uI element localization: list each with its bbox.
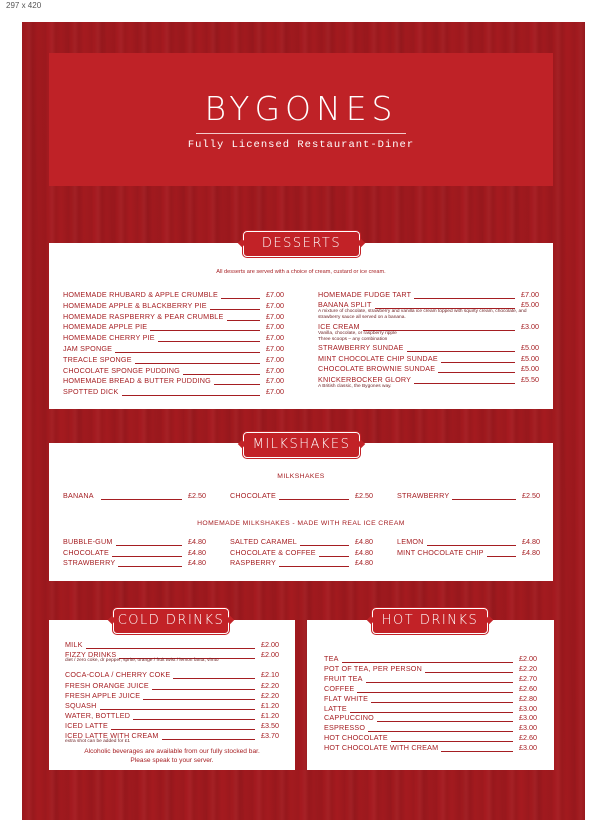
homemade-milkshakes-heading: HOMEMADE MILKSHAKES - MADE WITH REAL ICE CREAM [197,520,405,527]
menu-item-name: WATER, BOTTLED [65,711,131,720]
title-divider [196,133,406,134]
menu-item-price: £4.80 [355,558,373,567]
leader-line [112,556,182,557]
menu-item-price: £2.20 [519,663,537,673]
menu-item-price: £7.00 [266,300,284,310]
leader-line [441,751,513,752]
menu-item-name: ICED LATTE WITH CREAM [65,731,159,740]
menu-item-name: TREACLE SPONGE [63,354,132,364]
leader-line [438,372,515,373]
menu-item-name: HOMEMADE APPLE & BLACKBERRY PIE [63,300,207,310]
leader-line [319,556,349,557]
milkshakes-section-heading: MILKSHAKES [277,473,325,480]
leader-line [173,678,255,679]
menu-item [65,640,279,650]
menu-item [230,537,373,547]
menu-item-name: FRESH ORANGE JUICE [65,681,149,690]
leader-line [414,298,515,299]
leader-line [350,712,513,713]
leader-line [452,499,516,500]
leader-line [111,729,255,730]
menu-item-name: POT OF TEA, PER PERSON [324,663,422,673]
menu-item-name: BUBBLE-GUM [63,537,113,546]
menu-item [63,312,284,322]
menu-item-name: FRUIT TEA [324,673,363,683]
menu-item [63,376,284,386]
menu-item-name: COFFEE [324,683,355,693]
menu-item-price: £5.00 [521,300,539,309]
menu-item [63,558,206,568]
menu-item-name: HOMEMADE CHERRY PIE [63,333,155,343]
menu-item-price: £7.00 [266,365,284,375]
menu-item-name: CHOCOLATE SPONGE PUDDING [63,365,180,375]
leader-line [158,341,260,342]
menu-item-price: £4.80 [188,558,206,567]
leader-line [183,374,260,375]
menu-item-price: £2.60 [519,733,537,743]
leader-line [368,731,513,732]
leader-line [371,702,513,703]
menu-item-name: HOMEMADE FUDGE TART [318,290,412,299]
leader-line [118,566,182,567]
leader-line [377,721,513,722]
menu-item-price: £7.00 [266,333,284,343]
leader-line [300,545,349,546]
menu-item-price: £4.80 [188,547,206,557]
menu-item-price: £3.00 [519,703,537,713]
leader-line [152,689,255,690]
leader-line [391,741,513,742]
menu-item-price: £2.20 [261,691,279,700]
menu-item-price: £2.10 [261,670,279,679]
menu-item-price: £7.00 [266,290,284,299]
menu-item-price: £5.50 [521,375,539,384]
menu-item-price: £7.00 [266,344,284,353]
leader-line [342,662,513,663]
menu-item-name: BANANA SPLIT [318,300,372,309]
leader-line [441,362,515,363]
leader-line [115,352,260,353]
menu-item-description: A British classic, the Bygones way. [318,384,392,389]
menu-item [324,654,537,664]
menu-item [324,733,537,743]
leader-line [487,556,516,557]
restaurant-title: BYGONES [204,89,398,128]
leader-line [101,499,182,500]
leader-line [425,672,513,673]
menu-item-name: RASPBERRY [230,558,277,567]
menu-item-description: strawberry sauce all served on a banana. [318,315,406,320]
menu-item-price: £1.20 [261,701,279,710]
leader-line [279,566,349,567]
menu-item-name: FIZZY DRINKS [65,650,117,659]
menu-item-price: £3.00 [519,713,537,723]
menu-item-name: HOT CHOCOLATE [324,733,388,743]
menu-item-name: LATTE [324,703,347,713]
leader-line [210,309,260,310]
menu-item-name: KNICKERBOCKER GLORY [318,375,412,384]
menu-item [63,366,284,376]
menu-item-price: £7.00 [266,387,284,397]
leader-line [135,363,260,364]
alcohol-note [49,747,295,765]
menu-item [63,344,284,354]
leader-line [214,384,260,385]
menu-item-price: £3.00 [521,322,539,331]
menu-item-price: £4.80 [355,547,373,557]
menu-item [230,491,373,501]
menu-item [65,721,279,731]
leader-line [414,383,515,384]
menu-item-price: £3.00 [519,723,537,733]
menu-item-name: SALTED CARAMEL [230,537,297,546]
menu-item [318,354,539,364]
menu-item-name: STRAWBERRY [63,558,116,567]
menu-item-name: ICE CREAM [318,322,360,331]
menu-item-price: £4.80 [188,537,206,546]
menu-item-name: CHOCOLATE & COFFEE [230,547,316,557]
menu-item-price: £5.00 [521,343,539,352]
menu-item [63,333,284,343]
menu-item-price: £2.80 [519,693,537,703]
menu-item-description: Vanilla, chocolate, or raspberry ripple [318,331,397,336]
menu-item-name: FLAT WHITE [324,693,369,703]
leader-line [279,499,349,500]
menu-item [318,343,539,353]
menu-item-name: SPOTTED DICK [63,387,119,397]
menu-item-name: HOMEMADE APPLE PIE [63,322,148,332]
menu-item [324,713,537,723]
menu-item [63,355,284,365]
menu-item-name: MINT CHOCOLATE CHIP [397,547,484,557]
leader-line [100,709,255,710]
menu-item [397,548,540,558]
menu-item-price: £4.80 [522,537,540,546]
leader-line [221,298,260,299]
menu-item-price: £2.00 [261,640,279,649]
menu-item-name: HOT CHOCOLATE WITH CREAM [324,743,439,753]
menu-item-price: £2.50 [355,491,373,500]
desserts-banner: DESSERTS [243,231,360,257]
menu-item-name: TEA [324,654,339,663]
menu-item-name: CHOCOLATE BROWNIE SUNDAE [318,364,436,373]
menu-item-name: CAPPUCCINO [324,713,374,723]
menu-item [65,701,279,711]
menu-item [63,537,206,547]
leader-line [407,351,515,352]
desserts-note: All desserts are served with a choice of cream, custard or ice cream. [216,269,386,275]
menu-item [397,491,540,501]
page-size-label: 297 x 420 [6,1,42,10]
menu-item [63,322,284,332]
menu-item-price: £2.00 [519,654,537,663]
menu-item-price: £1.20 [261,711,279,720]
menu-item-name: COCA-COLA / CHERRY COKE [65,670,171,679]
menu-item-name: SQUASH [65,701,97,710]
leader-line [427,545,516,546]
menu-item-price: £7.00 [266,311,284,321]
menu-item-price: £2.50 [522,491,540,500]
menu-item-price: £2.00 [261,650,279,659]
menu-item-name: MILK [65,640,83,649]
menu-item-price: £2.60 [519,683,537,693]
menu-item [63,290,284,300]
menu-item [397,537,540,547]
restaurant-subtitle: Fully Licensed Restaurant-Diner [187,139,415,151]
menu-item-price: £7.00 [266,354,284,364]
menu-item [324,723,537,733]
menu-item-name: CHOCOLATE [230,491,276,500]
menu-item [65,670,279,680]
menu-item [65,691,279,701]
menu-item-name: STRAWBERRY SUNDAE [318,343,404,352]
menu-item [318,364,539,374]
menu-item [318,290,539,300]
menu-item-description: A mixture of chocolate, strawberry and vanilla ice cream topped with squirty cream, chocolate, and [318,309,527,314]
menu-item-name: STRAWBERRY [397,491,450,500]
menu-item-name: HOMEMADE RASPBERRY & PEAR CRUMBLE [63,311,224,321]
menu-item [230,558,373,568]
alcohol-note-line-2: Please speak to your server. [130,757,214,764]
menu-item-name: MINT CHOCOLATE CHIP SUNDAE [318,354,438,363]
menu-item-description: Three scoops – any combination [318,337,388,342]
menu-item-price: £2.20 [261,681,279,690]
leader-line [116,545,182,546]
menu-item [63,548,206,558]
menu-item-name: ESPRESSO [324,723,366,733]
menu-item-price: £2.50 [188,491,206,500]
leader-line [366,682,513,683]
menu-item [324,704,537,714]
menu-item-price: £2.70 [519,673,537,683]
menu-item-price: £5.00 [521,364,539,373]
menu-item-name: JAM SPONGE [63,344,113,353]
menu-item-name: HOMEMADE BREAD & BUTTER PUDDING [63,376,211,386]
hot-drinks-banner: HOT DRINKS [372,608,488,634]
menu-item [324,694,537,704]
menu-item [324,664,537,674]
menu-item-name: LEMON [397,537,424,546]
leader-line [122,395,260,396]
menu-item [65,711,279,721]
menu-item-price: £3.50 [261,721,279,730]
menu-item [63,387,284,397]
menu-item-name: BANANA [63,491,94,500]
menu-item-name: ICED LATTE [65,721,109,730]
menu-item-name: HOMEMADE RHUBARD & APPLE CRUMBLE [63,290,218,299]
menu-item-price: £7.00 [521,290,539,299]
header-box [49,53,553,186]
menu-item-name: CHOCOLATE [63,547,109,557]
menu-item [63,491,206,501]
leader-line [86,648,255,649]
menu-item-description: diet / zero coke, dr pepper, sprite, orange / fruit twist / lemon fanta, vimto [65,658,219,663]
menu-item [324,684,537,694]
menu-item [324,743,537,753]
leader-line [150,330,260,331]
leader-line [143,699,255,700]
menu-item [65,681,279,691]
menu-item [324,674,537,684]
menu-item-price: £3.00 [519,743,537,753]
menu-item-name: FRESH APPLE JUICE [65,691,141,700]
menu-item-price: £4.80 [355,537,373,546]
menu-item-price: £5.00 [521,354,539,363]
leader-line [357,692,513,693]
cold-drinks-banner: COLD DRINKS [113,608,229,634]
leader-line [227,320,260,321]
leader-line [133,719,255,720]
alcohol-note-line-1: Alcoholic beverages are available from our fully stocked bar. [84,748,260,755]
milkshakes-banner: MILKSHAKES [243,432,360,458]
menu-item-price: £4.80 [522,547,540,557]
menu-item-description: extra shot can be added for £1 [65,739,131,744]
menu-item [63,301,284,311]
menu-item-price: £7.00 [266,376,284,386]
menu-item [230,548,373,558]
menu-item-price: £7.00 [266,322,284,332]
leader-line [162,739,255,740]
menu-item-price: £3.70 [261,731,279,740]
